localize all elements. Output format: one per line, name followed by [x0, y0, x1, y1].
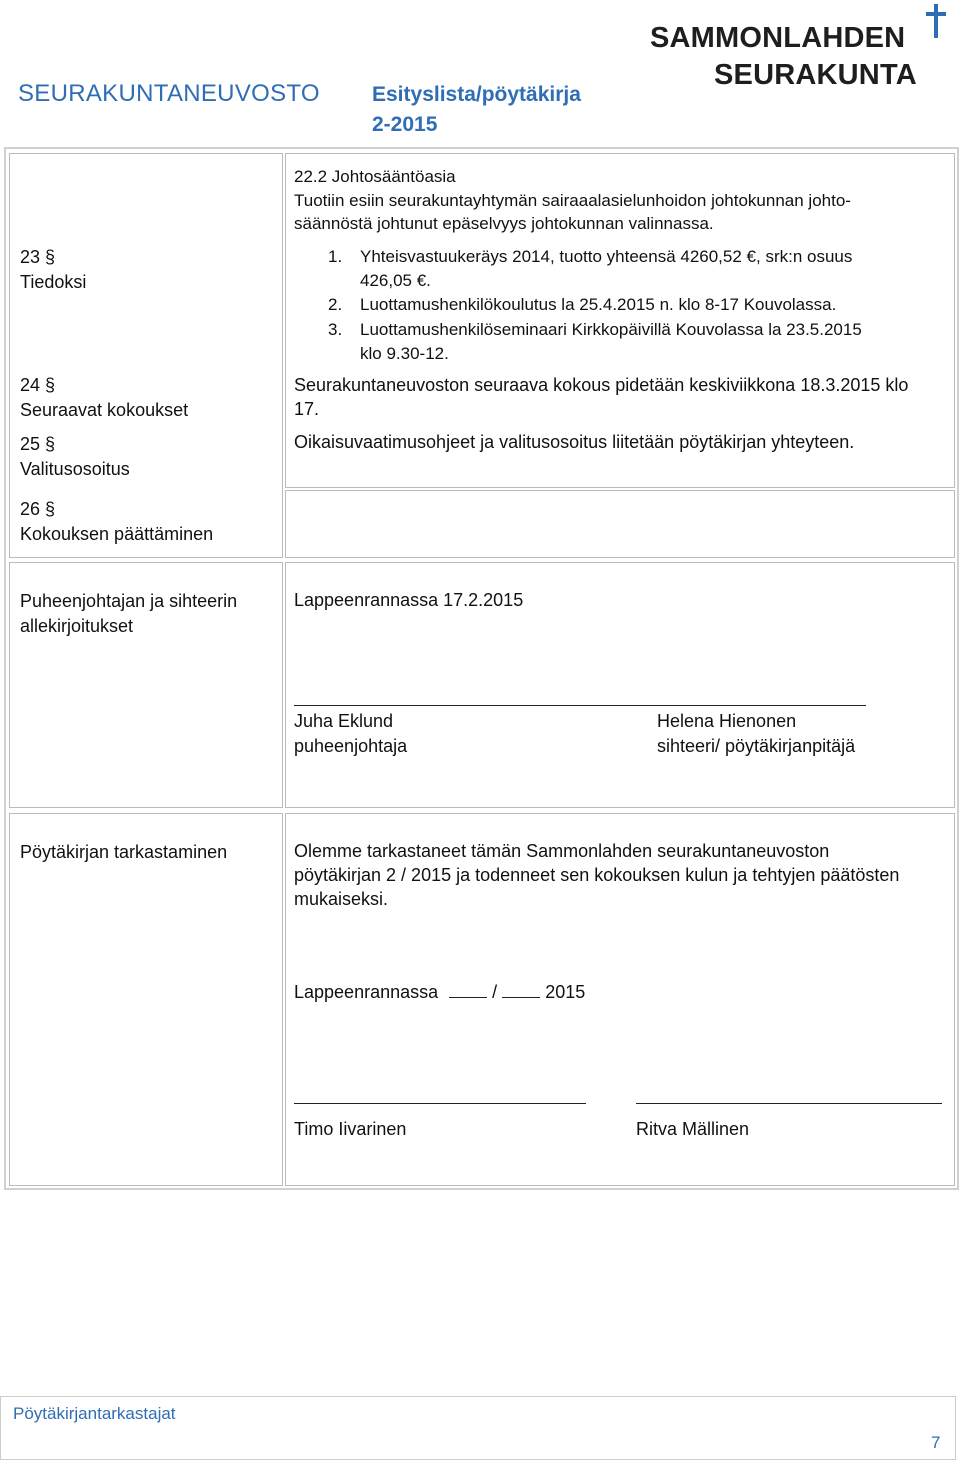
review-year: 2015 — [545, 982, 586, 1002]
next-meeting-line1: Seurakuntaneuvoston seuraava kokous pidetään keskiviikkona 18.3.2015 klo — [294, 375, 909, 395]
item-text-continued: klo 9.30-12. — [360, 344, 449, 363]
section-25 — [20, 432, 130, 482]
paragraph-22-2-line2: säännöstä johtunut epäselvyys johtokunnan valinnassa. — [294, 214, 714, 233]
appeal-instructions: Oikaisuvaatimusohjeet ja valitusosoitus liitetään pöytäkirjan yhteyteen. — [294, 432, 855, 452]
item-text: Luottamushenkilöseminaari Kirkkopäivillä Kouvolassa la 23.5.2015 — [360, 320, 862, 339]
section-title: Kokouksen päättäminen — [20, 524, 214, 544]
review-label: Pöytäkirjan tarkastaminen — [20, 842, 228, 862]
section-number: 26 § — [20, 499, 56, 519]
item-text: Luottamushenkilökoulutus la 25.4.2015 n. klo 8-17 Kouvolassa. — [360, 295, 837, 314]
document-type — [372, 80, 581, 140]
paragraph-22-2-line1: Tuotiin esiin seurakuntayhtymän sairaaalasielunhoidon johtokunnan johto- — [294, 191, 851, 210]
item-text-continued: 426,05 €. — [360, 271, 431, 290]
section-title: Tiedoksi — [20, 272, 87, 292]
day-blank — [449, 997, 487, 998]
reviewer1-name: Timo Iivarinen — [294, 1119, 407, 1139]
date-separator: / — [492, 982, 498, 1002]
section-number: 24 § — [20, 375, 56, 395]
section-23 — [20, 245, 86, 295]
chair-role: puheenjohtaja — [294, 736, 408, 756]
section-title: Seuraavat kokoukset — [20, 400, 189, 420]
review-place-date — [294, 980, 585, 1004]
header-title: SEURAKUNTANEUVOSTO — [18, 80, 320, 107]
review-label-cell — [9, 813, 283, 1186]
review-text-line3: mukaiseksi. — [294, 889, 389, 909]
list-item — [328, 245, 853, 293]
review-text-line2: pöytäkirjan 2 / 2015 ja todenneet sen kokouksen kulun ja tehtyjen päätösten — [294, 865, 900, 885]
page-number: 7 — [931, 1433, 941, 1452]
heading-22-2: 22.2 Johtosääntöasia — [294, 167, 456, 186]
reviewer1-signature-line — [294, 1103, 586, 1104]
section-26 — [20, 497, 213, 547]
document-type-label: Esityslista/pöytäkirja — [372, 83, 581, 106]
item-number: 3. — [328, 320, 343, 339]
signatures-label-line2: allekirjoitukset — [20, 616, 134, 636]
logo-line-1: SAMMONLAHDEN — [650, 22, 906, 54]
item-number: 2. — [328, 295, 343, 314]
month-blank — [502, 997, 540, 998]
section-number: 25 § — [20, 434, 56, 454]
section-number: 23 § — [20, 247, 56, 267]
signing-place-date: Lappeenrannassa 17.2.2015 — [294, 590, 524, 610]
review-text-line1: Olemme tarkastaneet tämän Sammonlahden seurakuntaneuvoston — [294, 841, 830, 861]
signature-line — [294, 705, 866, 706]
secretary-name: Helena Hienonen — [657, 711, 797, 731]
signatures-label — [20, 589, 237, 639]
secretary-role: sihteeri/ pöytäkirjanpitäjä — [657, 736, 856, 756]
closing-content-cell — [285, 490, 955, 558]
list-item — [328, 293, 837, 317]
section-24 — [20, 373, 188, 423]
review-place: Lappeenrannassa — [294, 982, 439, 1002]
list-item — [328, 318, 862, 366]
signatures-label-line1: Puheenjohtajan ja sihteerin — [20, 591, 238, 611]
next-meeting-line2: 17. — [294, 399, 320, 419]
reviewer2-signature-line — [636, 1103, 942, 1104]
chair-name: Juha Eklund — [294, 711, 394, 731]
cross-icon — [925, 4, 947, 38]
item-number: 1. — [328, 247, 343, 266]
item-text: Yhteisvastuukeräys 2014, tuotto yhteensä 4260,52 €, srk:n osuus — [360, 247, 853, 266]
logo-line-2: SEURAKUNTA — [714, 59, 917, 91]
reviewer2-name: Ritva Mällinen — [636, 1119, 750, 1139]
document-number: 2-2015 — [372, 113, 438, 136]
parish-logo — [650, 4, 950, 94]
section-title: Valitusosoitus — [20, 459, 130, 479]
footer-reviewers-label: Pöytäkirjantarkastajat — [13, 1404, 176, 1423]
